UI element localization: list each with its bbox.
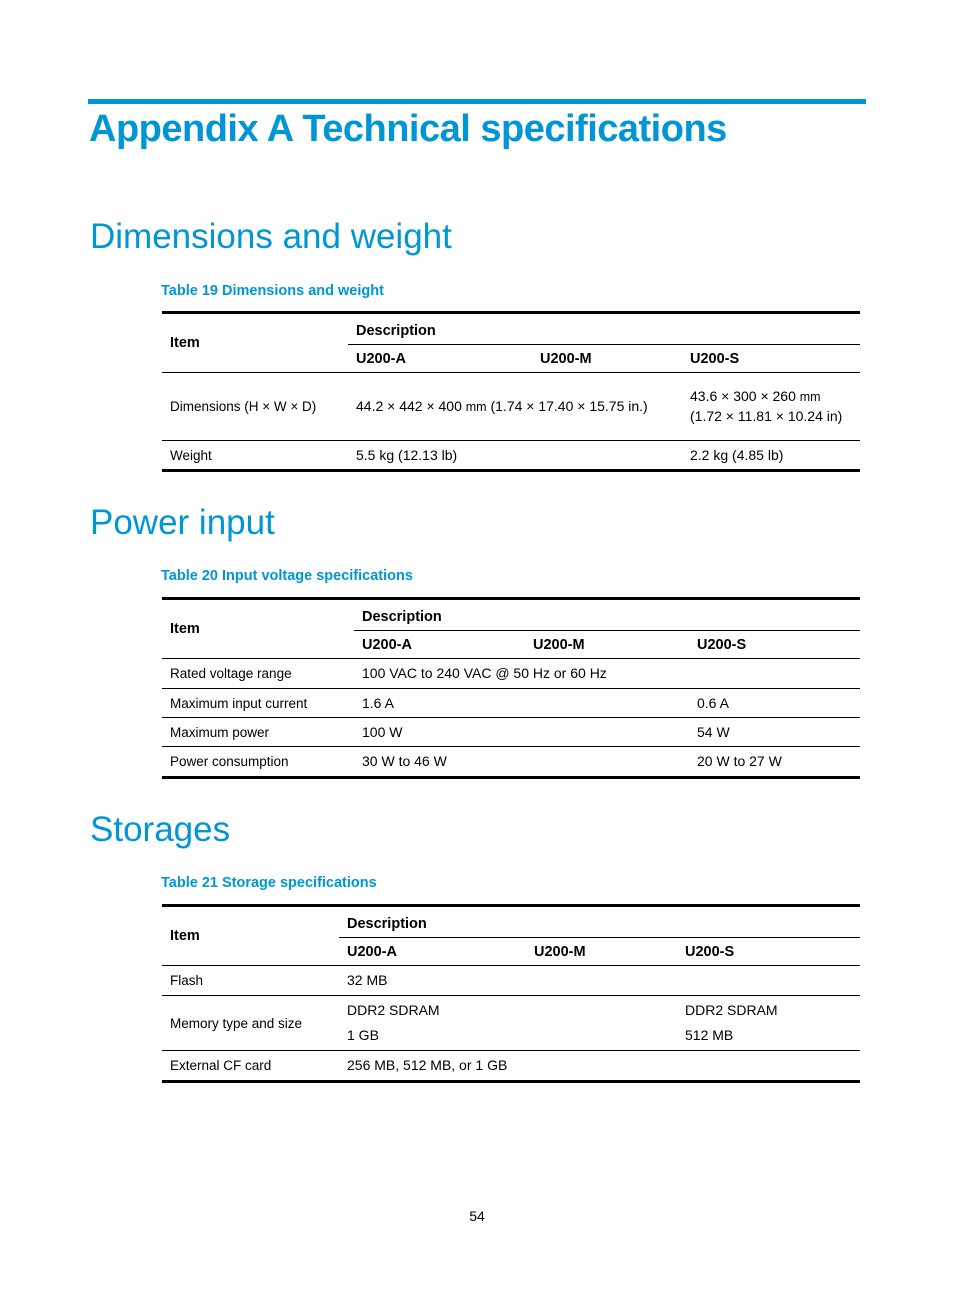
header-description: Description xyxy=(339,906,860,938)
row-label: Rated voltage range xyxy=(162,659,354,689)
header-u200a: U200-A xyxy=(348,345,532,373)
header-item: Item xyxy=(162,313,348,373)
table-row xyxy=(162,689,860,718)
header-description: Description xyxy=(354,599,860,631)
power-table-caption: Table 20 Input voltage specifications xyxy=(161,568,413,584)
header-item: Item xyxy=(162,906,339,966)
row-value-am: 44.2 × 442 × 400 mm (1.74 × 17.40 × 15.75 in.) xyxy=(348,373,682,441)
row-label: Maximum power xyxy=(162,718,354,747)
storage-table-caption: Table 21 Storage specifications xyxy=(161,875,377,891)
row-value-all: 256 MB, 512 MB, or 1 GB xyxy=(339,1051,860,1082)
row-label: Power consumption xyxy=(162,747,354,778)
row-value-all: 32 MB xyxy=(339,966,860,996)
power-table xyxy=(162,597,860,779)
table-row xyxy=(162,718,860,747)
header-u200m: U200-M xyxy=(526,938,677,966)
page-title: Appendix A Technical specifications xyxy=(89,108,727,150)
row-value-s: 43.6 × 300 × 260 mm (1.72 × 11.81 × 10.24 in) xyxy=(682,373,860,441)
row-label: Weight xyxy=(162,441,348,471)
row-value-am: DDR2 SDRAM 1 GB xyxy=(339,996,677,1051)
row-label: Flash xyxy=(162,966,339,996)
storage-table xyxy=(162,904,860,1083)
storage-heading: Storages xyxy=(90,810,231,849)
row-value-all: 100 VAC to 240 VAC @ 50 Hz or 60 Hz xyxy=(354,659,860,689)
title-rule xyxy=(88,99,866,104)
dimensions-table xyxy=(162,311,860,472)
row-label: Memory type and size xyxy=(162,996,339,1051)
row-value-s: 2.2 kg (4.85 lb) xyxy=(682,441,860,471)
row-value-am: 30 W to 46 W xyxy=(354,747,689,778)
row-label: Dimensions (H × W × D) xyxy=(162,373,348,441)
row-value-am: 1.6 A xyxy=(354,689,689,718)
table-row xyxy=(162,1051,860,1082)
header-u200m: U200-M xyxy=(532,345,682,373)
table-row xyxy=(162,659,860,689)
header-u200m: U200-M xyxy=(525,631,689,659)
row-label: Maximum input current xyxy=(162,689,354,718)
dimensions-table-caption: Table 19 Dimensions and weight xyxy=(161,283,384,299)
table-row xyxy=(162,373,860,441)
header-u200s: U200-S xyxy=(677,938,860,966)
table-row xyxy=(162,441,860,471)
table-row xyxy=(162,747,860,778)
header-description: Description xyxy=(348,313,860,345)
header-item: Item xyxy=(162,599,354,659)
header-u200a: U200-A xyxy=(354,631,525,659)
header-u200s: U200-S xyxy=(682,345,860,373)
row-value-s: 54 W xyxy=(689,718,860,747)
header-u200a: U200-A xyxy=(339,938,526,966)
row-value-s: 0.6 A xyxy=(689,689,860,718)
row-value-s: DDR2 SDRAM 512 MB xyxy=(677,996,860,1051)
page-number: 54 xyxy=(469,1208,485,1224)
table-row xyxy=(162,966,860,996)
row-value-s: 20 W to 27 W xyxy=(689,747,860,778)
row-value-am: 5.5 kg (12.13 lb) xyxy=(348,441,682,471)
row-label: External CF card xyxy=(162,1051,339,1082)
power-heading: Power input xyxy=(90,503,275,542)
header-u200s: U200-S xyxy=(689,631,860,659)
table-row xyxy=(162,996,860,1051)
row-value-am: 100 W xyxy=(354,718,689,747)
dimensions-heading: Dimensions and weight xyxy=(90,217,452,256)
